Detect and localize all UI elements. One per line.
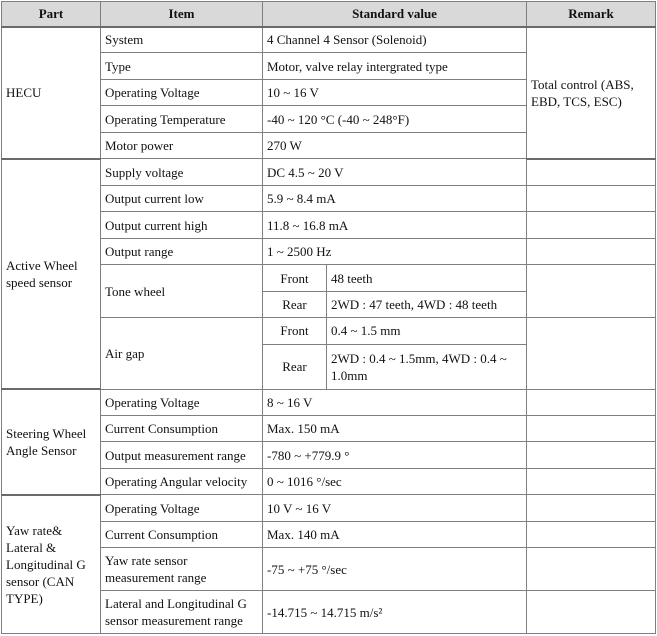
air-gap-front-value: 0.4 ~ 1.5 mm bbox=[327, 318, 527, 344]
item-cell: Supply voltage bbox=[101, 159, 263, 185]
tone-wheel-front-label: Front bbox=[263, 265, 327, 291]
remark-hecu: Total control (ABS, EBD, TCS, ESC) bbox=[527, 27, 656, 159]
item-air-gap: Air gap bbox=[101, 318, 263, 389]
table-row bbox=[2, 389, 656, 415]
table-row bbox=[2, 27, 656, 53]
table-row bbox=[2, 468, 656, 495]
value-cell: 4 Channel 4 Sensor (Solenoid) bbox=[263, 27, 527, 53]
table-row bbox=[2, 591, 656, 634]
table-row bbox=[2, 495, 656, 521]
tone-wheel-rear-value: 2WD : 47 teeth, 4WD : 48 teeth bbox=[327, 291, 527, 317]
remark-cell bbox=[527, 389, 656, 415]
value-cell: -14.715 ~ 14.715 m/s² bbox=[263, 591, 527, 634]
item-cell: Output current high bbox=[101, 212, 263, 238]
group-wheel-speed bbox=[2, 159, 656, 389]
remark-cell bbox=[527, 185, 656, 211]
value-cell: 10 V ~ 16 V bbox=[263, 495, 527, 521]
table-row bbox=[2, 238, 656, 264]
item-cell: Motor power bbox=[101, 132, 263, 159]
remark-cell bbox=[527, 238, 656, 264]
table-row bbox=[2, 416, 656, 442]
remark-cell bbox=[527, 495, 656, 521]
item-cell: Operating Angular velocity bbox=[101, 468, 263, 495]
header-row bbox=[2, 2, 656, 27]
value-cell: -780 ~ +779.9 ° bbox=[263, 442, 527, 468]
part-steering: Steering Wheel Angle Sensor bbox=[2, 389, 101, 495]
item-tone-wheel: Tone wheel bbox=[101, 265, 263, 318]
remark-cell bbox=[527, 442, 656, 468]
part-hecu: HECU bbox=[2, 27, 101, 159]
item-cell: Operating Temperature bbox=[101, 106, 263, 132]
value-cell: Max. 140 mA bbox=[263, 521, 527, 547]
value-cell: 1 ~ 2500 Hz bbox=[263, 238, 527, 264]
table-row bbox=[2, 159, 656, 185]
item-cell: Output measurement range bbox=[101, 442, 263, 468]
air-gap-front-label: Front bbox=[263, 318, 327, 344]
table-row bbox=[2, 185, 656, 211]
table-row bbox=[2, 318, 656, 344]
remark-cell bbox=[527, 212, 656, 238]
group-hecu bbox=[2, 27, 656, 159]
value-cell: 8 ~ 16 V bbox=[263, 389, 527, 415]
remark-cell bbox=[527, 468, 656, 495]
value-cell: -75 ~ +75 °/sec bbox=[263, 548, 527, 591]
value-cell: 10 ~ 16 V bbox=[263, 79, 527, 105]
remark-cell bbox=[527, 416, 656, 442]
table-row bbox=[2, 212, 656, 238]
value-cell: 11.8 ~ 16.8 mA bbox=[263, 212, 527, 238]
value-cell: 270 W bbox=[263, 132, 527, 159]
item-cell: Yaw rate sensor measurement range bbox=[101, 548, 263, 591]
value-cell: Max. 150 mA bbox=[263, 416, 527, 442]
item-cell: Output range bbox=[101, 238, 263, 264]
item-cell: System bbox=[101, 27, 263, 53]
item-cell: Current Consumption bbox=[101, 416, 263, 442]
item-cell: Type bbox=[101, 53, 263, 79]
item-cell: Operating Voltage bbox=[101, 495, 263, 521]
remark-cell bbox=[527, 521, 656, 547]
remark-cell bbox=[527, 548, 656, 591]
item-cell: Operating Voltage bbox=[101, 79, 263, 105]
table-row bbox=[2, 265, 656, 291]
table-row bbox=[2, 548, 656, 591]
table-row bbox=[2, 442, 656, 468]
part-yaw: Yaw rate& Lateral & Longitudinal G sensor (CAN TYPE) bbox=[2, 495, 101, 634]
value-cell: DC 4.5 ~ 20 V bbox=[263, 159, 527, 185]
remark-cell bbox=[527, 265, 656, 318]
value-cell: Motor, valve relay intergrated type bbox=[263, 53, 527, 79]
header-standard-value: Standard value bbox=[263, 2, 527, 27]
item-cell: Output current low bbox=[101, 185, 263, 211]
remark-cell bbox=[527, 318, 656, 389]
header-item: Item bbox=[101, 2, 263, 27]
specification-table bbox=[1, 1, 656, 634]
value-cell: 5.9 ~ 8.4 mA bbox=[263, 185, 527, 211]
air-gap-rear-label: Rear bbox=[263, 344, 327, 389]
air-gap-rear-value: 2WD : 0.4 ~ 1.5mm, 4WD : 0.4 ~ 1.0mm bbox=[327, 344, 527, 389]
tone-wheel-front-value: 48 teeth bbox=[327, 265, 527, 291]
value-cell: 0 ~ 1016 °/sec bbox=[263, 468, 527, 495]
remark-cell bbox=[527, 591, 656, 634]
remark-cell bbox=[527, 159, 656, 185]
header-part: Part bbox=[2, 2, 101, 27]
item-cell: Current Consumption bbox=[101, 521, 263, 547]
tone-wheel-rear-label: Rear bbox=[263, 291, 327, 317]
value-cell: -40 ~ 120 °C (-40 ~ 248°F) bbox=[263, 106, 527, 132]
group-steering bbox=[2, 389, 656, 495]
group-yaw bbox=[2, 495, 656, 634]
item-cell: Operating Voltage bbox=[101, 389, 263, 415]
part-wheel-speed: Active Wheel speed sensor bbox=[2, 159, 101, 389]
table-row bbox=[2, 521, 656, 547]
item-cell: Lateral and Longitudinal G sensor measurement range bbox=[101, 591, 263, 634]
header-remark: Remark bbox=[527, 2, 656, 27]
